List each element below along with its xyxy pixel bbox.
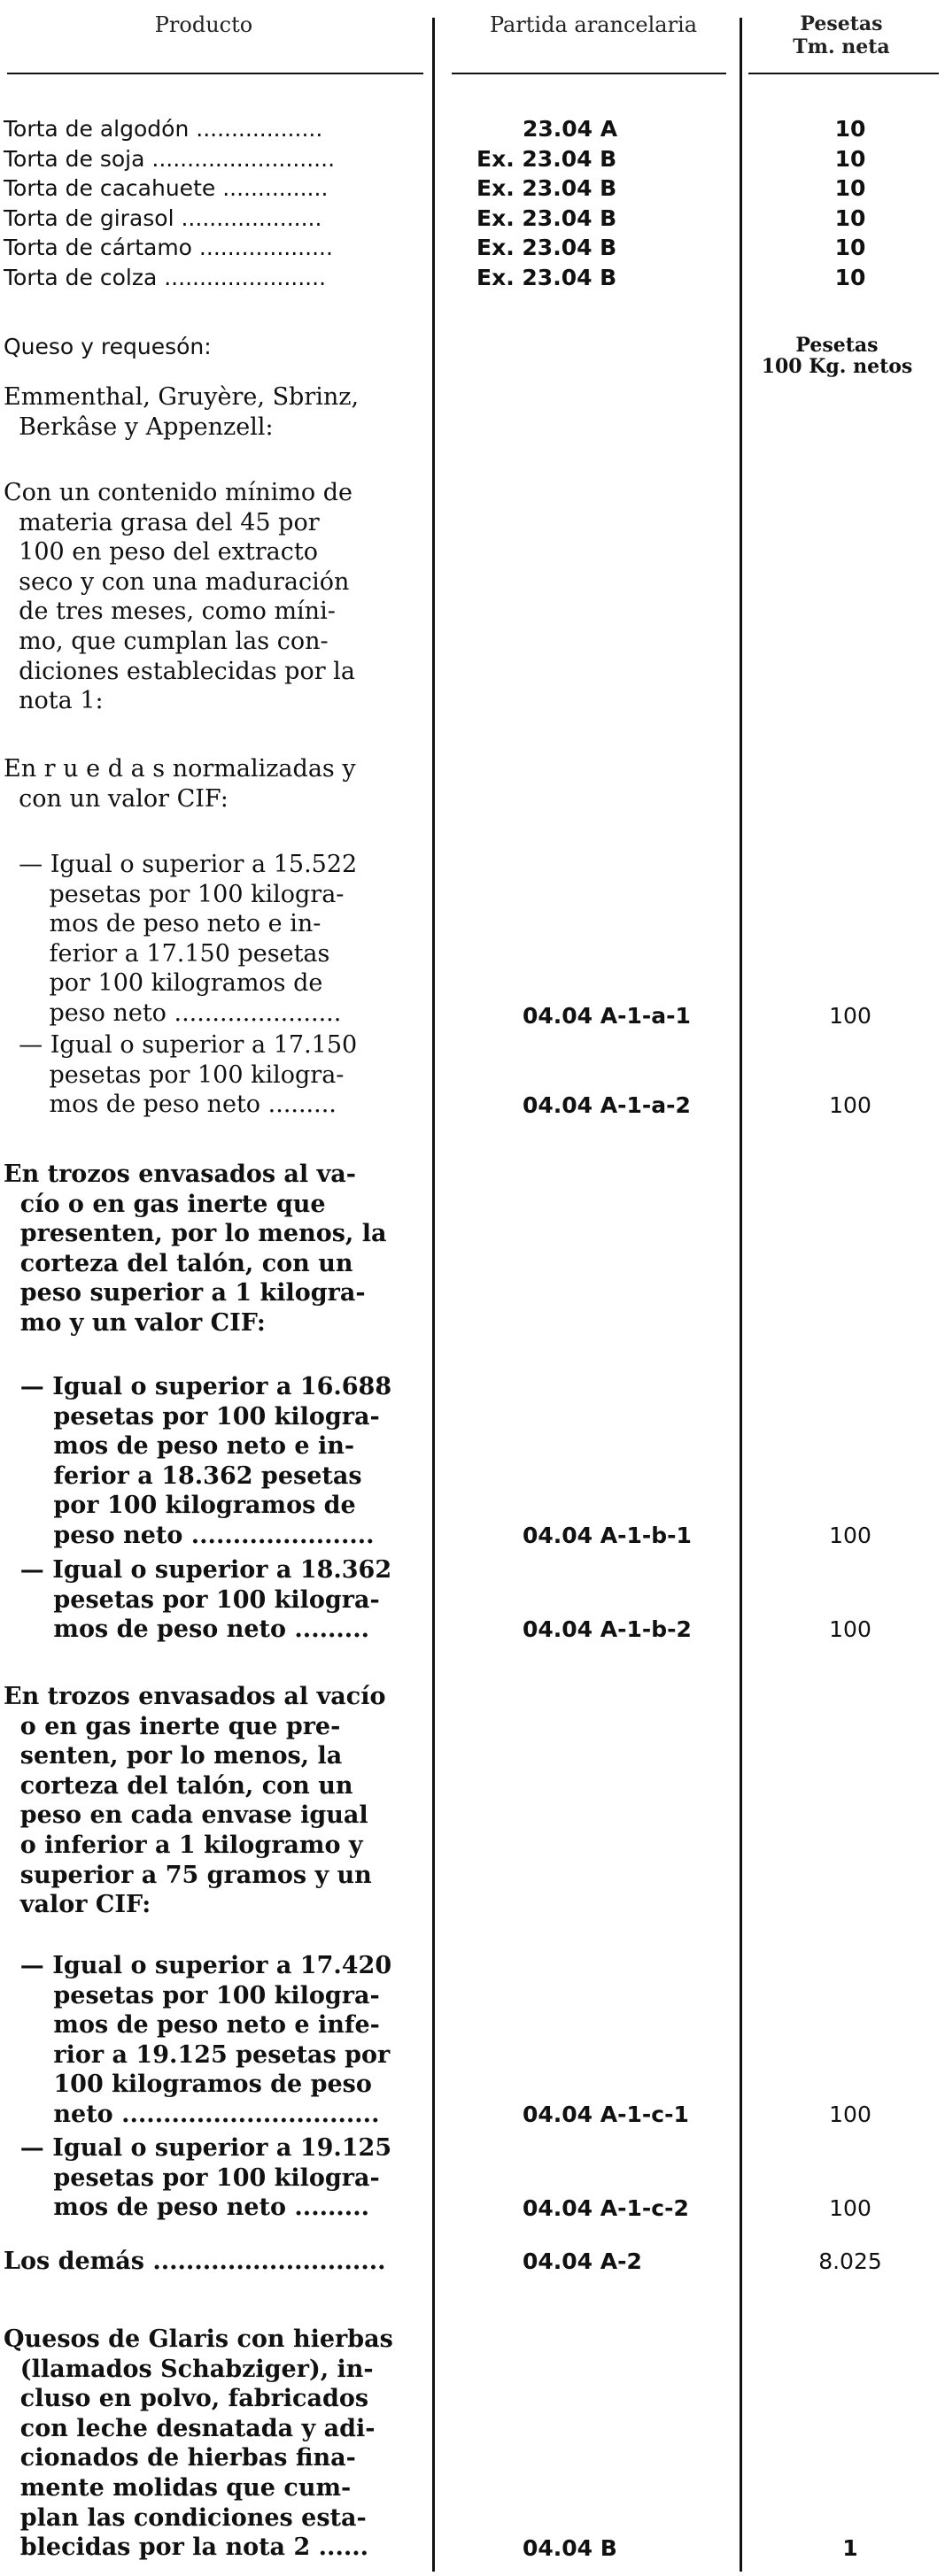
text-line: cionados de hierbas fina-: [4, 2444, 356, 2472]
text-line: valor CIF:: [4, 1891, 151, 1919]
code-t1: 04.04 A-1-b-1: [523, 1523, 692, 1548]
text-line: mos de peso neto .........: [4, 1091, 337, 1119]
unit-label-2-line1: Pesetas: [795, 334, 879, 357]
text-line: mos de peso neto e in-: [4, 1432, 355, 1461]
block-t2: [4, 1555, 425, 1645]
text-line: con un valor CIF:: [4, 784, 229, 813]
code-t2: 04.04 A-1-b-2: [523, 1616, 692, 1642]
header-rule-1: [7, 73, 423, 74]
text-line: pesetas por 100 kilogra-: [4, 1585, 380, 1614]
value-r2: 100: [829, 1092, 871, 1118]
text-line: con leche desnatada y adi-: [4, 2414, 376, 2442]
text-line: por 100 kilogramos de: [4, 1492, 356, 1520]
torta-product: Torta de colza .......................: [4, 265, 327, 290]
text-line: pesetas por 100 kilogra-: [4, 1402, 380, 1431]
text-line: En r u e d a s normalizadas y: [4, 755, 356, 783]
block-glaris: [4, 2325, 425, 2563]
header-product: Producto: [154, 12, 253, 37]
block-trozos1: [4, 1160, 425, 1338]
text-line: — Igual o superior a 17.150: [4, 1031, 358, 1059]
header-unit-line1: Pesetas: [800, 12, 883, 35]
torta-product: Torta de cacahuete ...............: [4, 175, 329, 202]
torta-code: Ex. 23.04 B: [476, 175, 617, 202]
header-tariff: Partida arancelaria: [489, 12, 698, 37]
text-line: — Igual o superior a 15.522: [4, 851, 358, 878]
queso-heading: Queso y requesón:: [4, 334, 212, 359]
column-divider-1: [432, 18, 435, 2572]
text-line: cío o en gas inerte que: [4, 1190, 326, 1218]
header-unit-line2: Tm. neta: [793, 35, 890, 58]
text-line: neto ...............................: [4, 2100, 380, 2128]
block-r2: [4, 1030, 425, 1120]
text-line: — Igual o superior a 18.362: [4, 1556, 392, 1584]
text-line: corteza del talón, con un: [4, 1249, 353, 1277]
code-c1: 04.04 A-1-c-1: [523, 2102, 689, 2127]
text-line: Los demás ............................: [4, 2248, 386, 2275]
block-r1: [4, 850, 425, 1029]
value-t1: 100: [829, 1523, 871, 1548]
text-line: cluso en polvo, fabricados: [4, 2385, 369, 2413]
unit-label-2: [735, 335, 939, 377]
text-line: ferior a 17.150 pesetas: [4, 939, 330, 968]
block-contenido: [4, 478, 425, 716]
text-line: mo, que cumplan las con-: [4, 627, 329, 655]
text-line: En trozos envasados al vacío: [4, 1683, 386, 1710]
torta-code: Ex. 23.04 B: [476, 204, 617, 231]
text-line: mo y un valor CIF:: [4, 1308, 266, 1337]
torta-value: 10: [834, 204, 866, 231]
text-line: pesetas por 100 kilogra-: [4, 1060, 345, 1089]
block-trozos2: [4, 1682, 425, 1920]
block-t1: [4, 1372, 425, 1551]
text-line: mos de peso neto .........: [4, 2194, 369, 2222]
text-line: rior a 19.125 pesetas por: [4, 2040, 391, 2069]
text-line: En trozos envasados al va-: [4, 1161, 356, 1188]
text-line: diciones establecidas por la: [4, 657, 355, 685]
text-line: — Igual o superior a 17.420: [4, 1952, 392, 1979]
torta-product: Torta de cártamo ...................: [4, 235, 333, 261]
text-line: peso neto ......................: [4, 999, 342, 1027]
text-line: o inferior a 1 kilogramo y: [4, 1831, 363, 1859]
value-r1: 100: [829, 1003, 871, 1029]
text-line: por 100 kilogramos de: [4, 969, 323, 998]
text-line: superior a 75 gramos y un: [4, 1861, 372, 1889]
text-line: de tres meses, como míni-: [4, 598, 336, 626]
text-line: 100 kilogramos de peso: [4, 2071, 372, 2099]
text-line: peso neto ......................: [4, 1521, 375, 1549]
text-line: 100 en peso del extracto: [4, 538, 318, 567]
code-r1: 04.04 A-1-a-1: [523, 1003, 691, 1029]
block-c2: [4, 2133, 425, 2223]
torta-code: 23.04 A: [523, 116, 618, 142]
text-line: mos de peso neto e infe-: [4, 2011, 380, 2040]
text-line: materia grasa del 45 por: [4, 508, 320, 536]
text-line: blecidas por la nota 2 ......: [4, 2534, 369, 2562]
value-t2: 100: [829, 1616, 871, 1642]
code-demas: 04.04 A-2: [523, 2248, 642, 2274]
block-ruedas: [4, 754, 425, 814]
text-line: peso superior a 1 kilogra-: [4, 1279, 366, 1307]
text-line: mos de peso neto e in-: [4, 910, 321, 938]
code-c2: 04.04 A-1-c-2: [523, 2195, 689, 2221]
torta-code: Ex. 23.04 B: [476, 265, 617, 290]
header-rule-3: [748, 73, 939, 74]
text-line: Quesos de Glaris con hierbas: [4, 2325, 393, 2353]
text-line: Emmenthal, Gruyère, Sbrinz,: [4, 383, 360, 411]
text-line: (llamados Schabziger), in-: [4, 2355, 374, 2383]
unit-label-2-line2: 100 Kg. netos: [761, 355, 913, 378]
text-line: seco y con una maduración: [4, 567, 350, 596]
torta-product: Torta de algodón ..................: [4, 116, 323, 142]
value-glaris: 1: [842, 2535, 858, 2561]
code-r2: 04.04 A-1-a-2: [523, 1092, 691, 1118]
text-line: — Igual o superior a 19.125: [4, 2134, 392, 2162]
torta-product: Torta de soja ..........................: [4, 145, 336, 172]
code-glaris: 04.04 B: [523, 2535, 617, 2561]
torta-value: 10: [834, 265, 866, 290]
value-c2: 100: [829, 2195, 871, 2221]
torta-value: 10: [834, 145, 866, 172]
value-c1: 100: [829, 2102, 871, 2127]
text-line: mente molidas que cum-: [4, 2473, 352, 2502]
block-emmenthal: [4, 382, 425, 442]
text-line: peso en cada envase igual: [4, 1801, 368, 1830]
torta-value: 10: [834, 116, 866, 142]
column-divider-2: [740, 18, 742, 2572]
text-line: nota 1:: [4, 687, 104, 715]
text-line: corteza del talón, con un: [4, 1771, 353, 1800]
text-line: plan las condiciones esta-: [4, 2503, 367, 2532]
header-rule-2: [452, 73, 726, 74]
text-line: o en gas inerte que pre-: [4, 1712, 341, 1740]
block-demas: [4, 2247, 425, 2277]
text-line: senten, por lo menos, la: [4, 1742, 343, 1770]
torta-code: Ex. 23.04 B: [476, 145, 617, 172]
text-line: pesetas por 100 kilogra-: [4, 880, 345, 908]
text-line: ferior a 18.362 pesetas: [4, 1462, 362, 1490]
torta-value: 10: [834, 175, 866, 202]
value-demas: 8.025: [818, 2248, 882, 2274]
text-line: Berkâse y Appenzell:: [4, 413, 274, 441]
torta-value: 10: [834, 235, 866, 261]
torta-code: Ex. 23.04 B: [476, 235, 617, 261]
torta-product: Torta de girasol ....................: [4, 204, 322, 231]
text-line: Con un contenido mínimo de: [4, 479, 352, 506]
text-line: presenten, por lo menos, la: [4, 1220, 387, 1248]
block-c1: [4, 1951, 425, 2130]
text-line: pesetas por 100 kilogra-: [4, 2163, 380, 2192]
header-unit: [762, 12, 921, 58]
text-line: pesetas por 100 kilogra-: [4, 1981, 380, 2009]
text-line: — Igual o superior a 16.688: [4, 1373, 392, 1400]
text-line: mos de peso neto .........: [4, 1616, 369, 1644]
